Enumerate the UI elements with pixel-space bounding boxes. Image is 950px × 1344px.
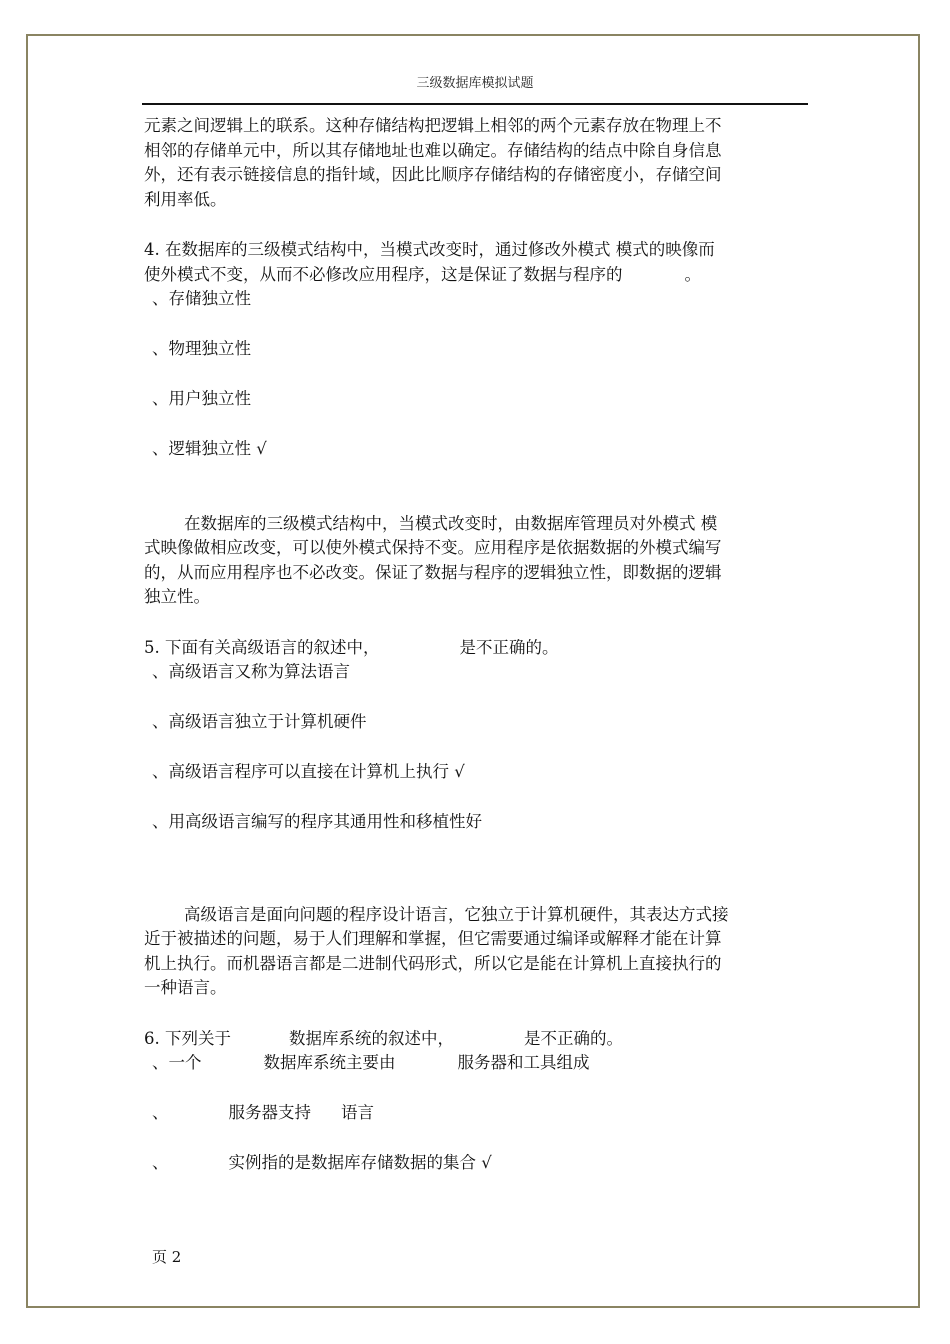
option-b: 、高级语言独立于计算机硬件 (152, 712, 367, 731)
text-line: 外，还有表示链接信息的指针域，因此比顺序存储结构的存储密度小，存储空间 (144, 165, 722, 184)
page-header: 三级数据库模拟试题 (416, 76, 534, 91)
option-c: 、高级语言程序可以直接在计算机上执行 √ (152, 762, 465, 781)
option-d: 、逻辑独立性 √ (152, 439, 267, 458)
option-c: 、用户独立性 (152, 389, 251, 408)
text-line: 元素之间逻辑上的联系。这种存储结构把逻辑上相邻的两个元素存放在物理上不 (144, 116, 722, 135)
option-text: 数据库系统主要由 (263, 1053, 396, 1072)
text-line: 相邻的存储单元中，所以其存储地址也难以确定。存储结构的结点中除自身信息 (144, 140, 722, 160)
question-5 (144, 636, 808, 1001)
option-d: 、用高级语言编写的程序其通用性和移植性好 (152, 812, 482, 831)
option-a: 、高级语言又称为算法语言 (152, 662, 350, 681)
question-stem (144, 636, 808, 661)
option-a: 、存储独立性 (152, 289, 251, 308)
stem-text: 是不正确的。 (524, 1028, 623, 1048)
stem-text: 。 (684, 264, 701, 284)
header-rule (142, 103, 808, 105)
stem-text: 6. 下列关于 (144, 1028, 231, 1048)
question-4 (144, 238, 808, 610)
stem-text: 使外模式不变，从而不必修改应用程序，这是保证了数据与程序的 (144, 264, 623, 284)
option-text: 语言 (341, 1103, 374, 1122)
document-body (144, 114, 808, 1176)
option-b: 、物理独立性 (152, 339, 251, 358)
text-line: 机上执行。而机器语言都是二进制代码形式，所以它是能在计算机上直接执行的 (144, 953, 722, 973)
question-stem (144, 263, 808, 288)
option-b (144, 1101, 808, 1126)
option-a (144, 1051, 808, 1076)
text-line: 独立性。 (144, 587, 210, 606)
page-number: 2 (171, 1248, 182, 1266)
page-label: 页 (152, 1248, 168, 1266)
stem-text: 5. 下面有关高级语言的叙述中， (144, 637, 380, 657)
text-line: 高级语言是面向问题的程序设计语言，它独立于计算机硬件，其表达方式接 (184, 904, 729, 924)
text-line: 式映像做相应改变，可以使外模式保持不变。应用程序是依据数据的外模式编写 (144, 538, 722, 557)
question-stem (144, 1027, 808, 1052)
option-c (144, 1151, 808, 1176)
text-line: 的，从而应用程序也不必改变。保证了数据与程序的逻辑独立性，即数据的逻辑 (144, 562, 722, 582)
explanation-5 (144, 903, 808, 1001)
text-line: 近于被描述的问题，易于人们理解和掌握，但它需要通过编译或解释才能在计算 (144, 929, 722, 948)
option-text: 服务器支持 (228, 1103, 311, 1122)
intro-paragraph (144, 114, 808, 212)
option-text: 服务器和工具组成 (457, 1053, 590, 1072)
explanation-4 (144, 512, 808, 610)
option-text: 实例指的是数据库存储数据的集合 √ (228, 1153, 492, 1172)
text-line: 一种语言。 (144, 978, 227, 997)
page-footer (152, 1246, 181, 1267)
option-text: 、 (152, 1153, 169, 1172)
question-stem: 4. 在数据库的三级模式结构中，当模式改变时，通过修改外模式 模式的映像而 (144, 240, 715, 259)
option-text: 、 (152, 1103, 169, 1122)
question-6 (144, 1027, 808, 1176)
stem-text: 是不正确的。 (459, 637, 559, 657)
option-text: 、一个 (152, 1053, 202, 1072)
text-line: 在数据库的三级模式结构中，当模式改变时，由数据库管理员对外模式 模 (184, 513, 718, 533)
text-line: 利用率低。 (144, 189, 227, 209)
stem-text: 数据库系统的叙述中， (289, 1028, 454, 1048)
